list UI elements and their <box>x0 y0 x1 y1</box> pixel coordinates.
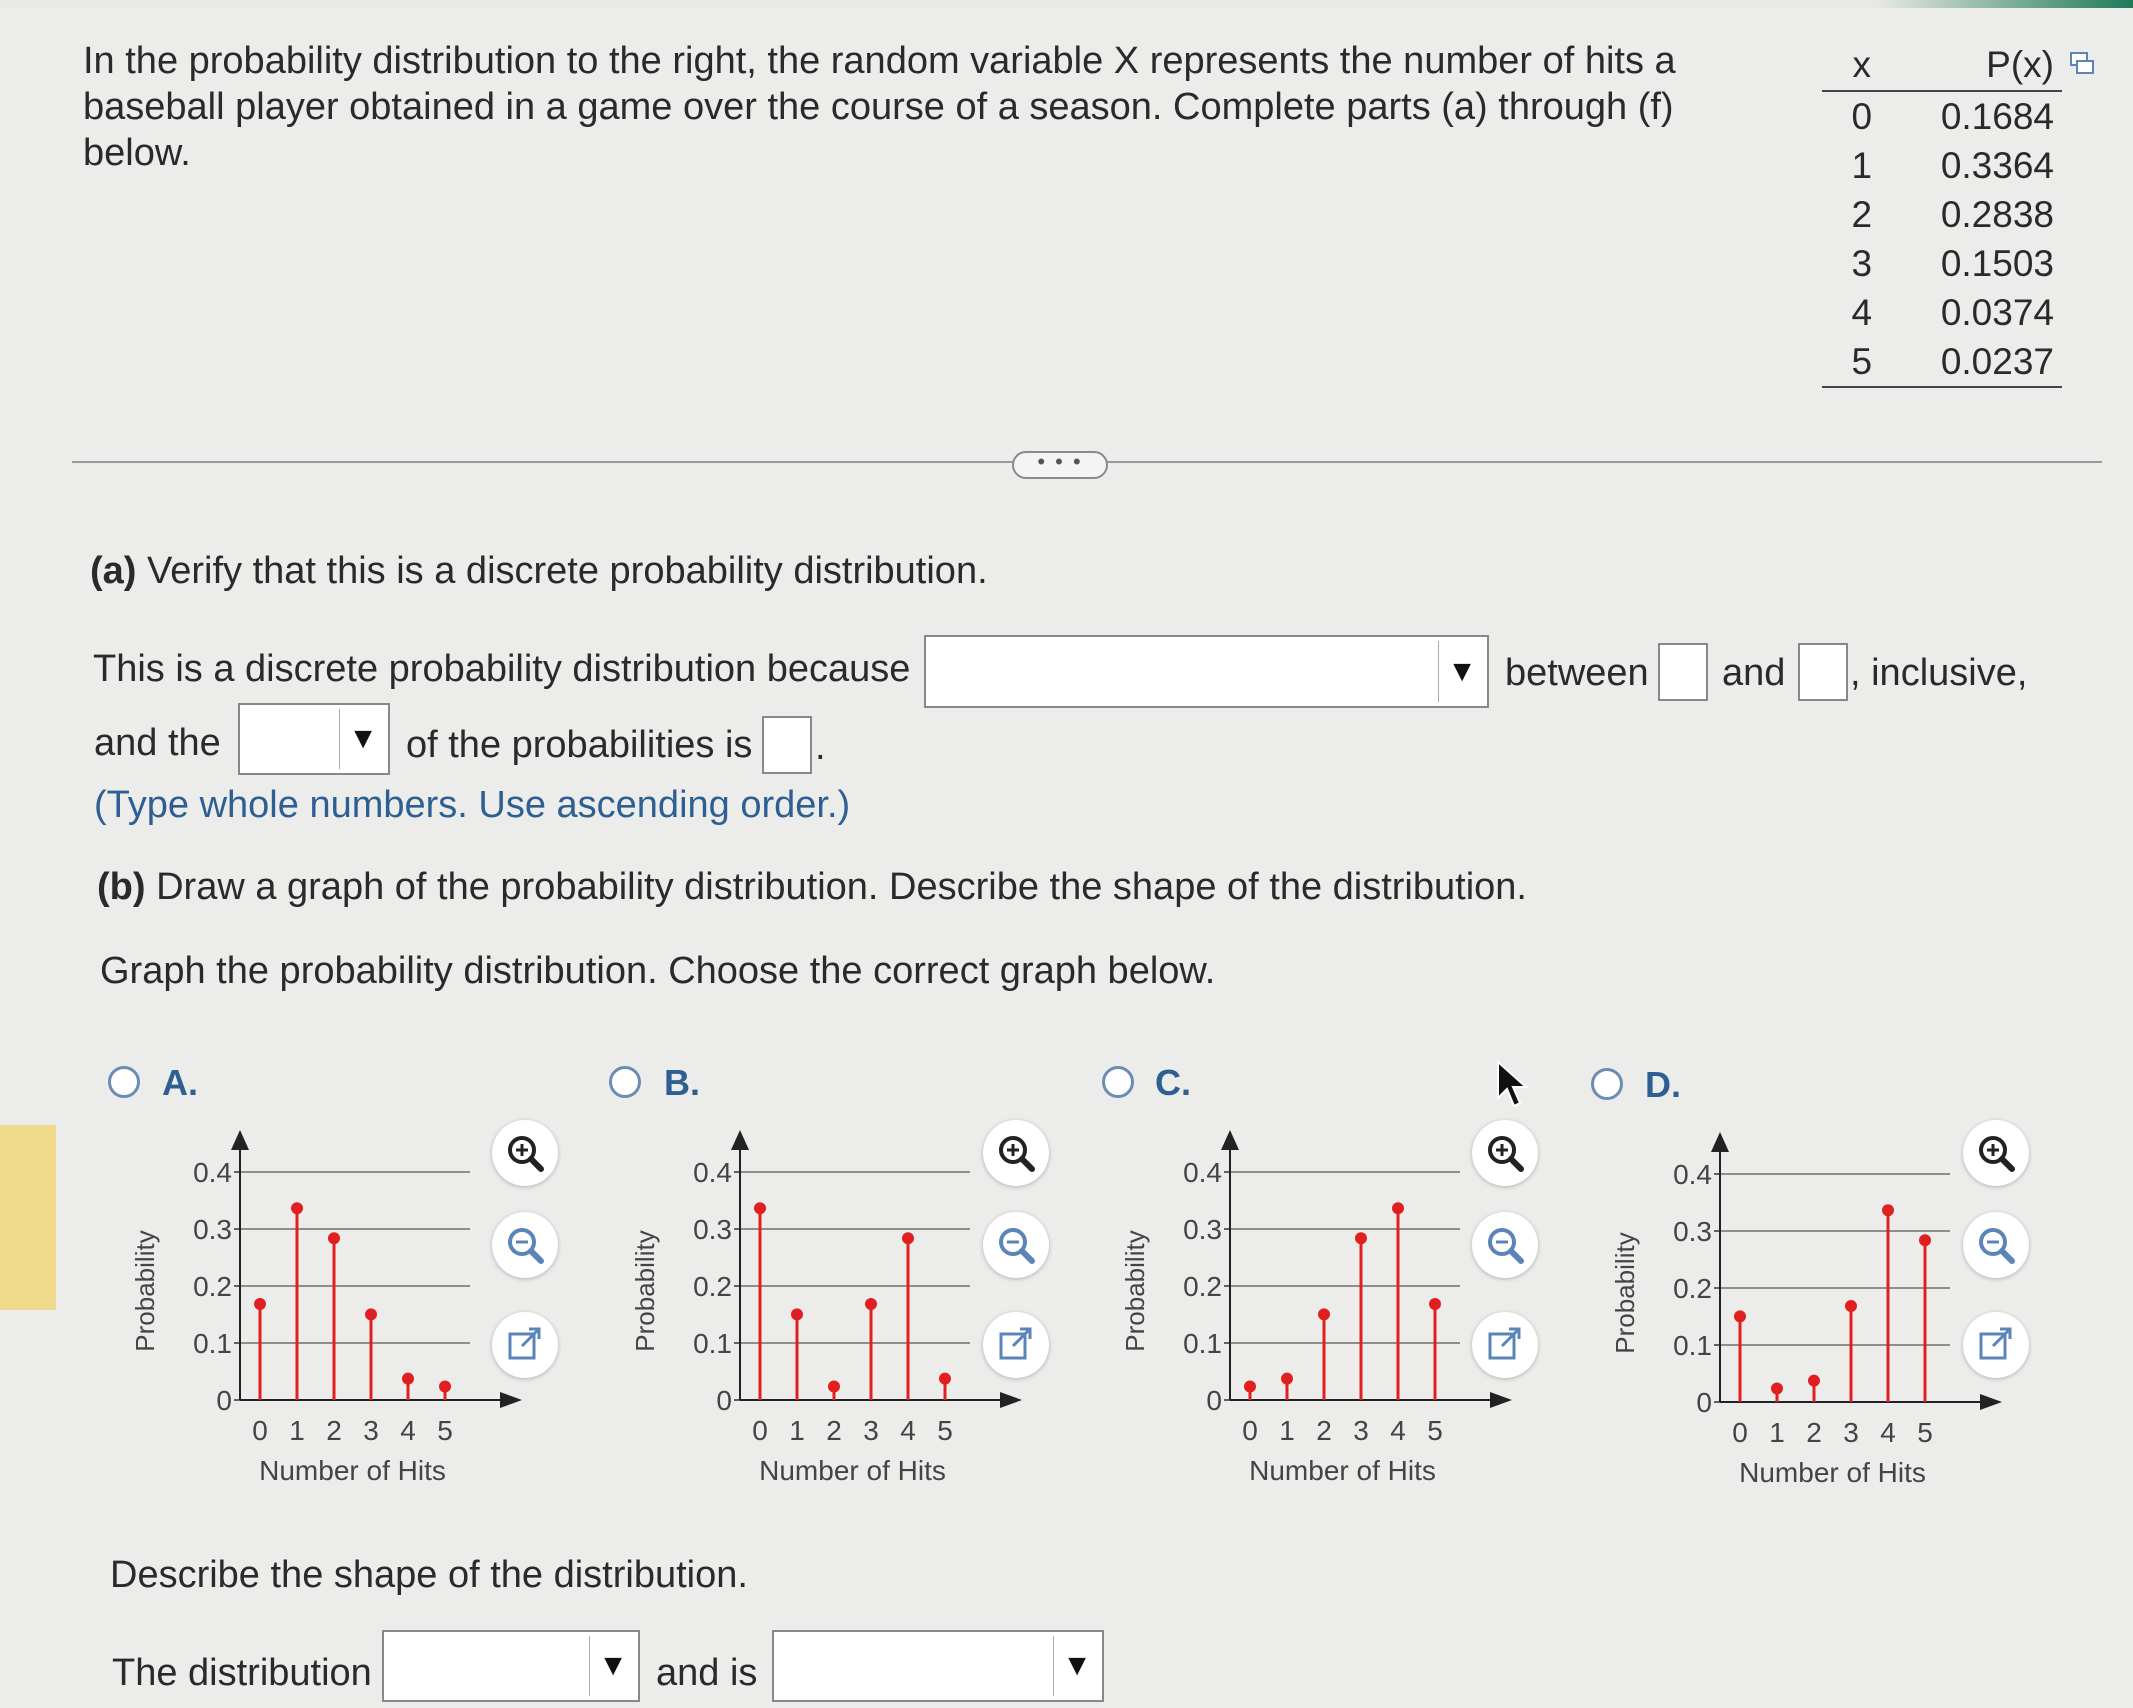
x-tick-label: 2 <box>326 1415 342 1446</box>
table-cell-x: 4 <box>1851 291 1873 333</box>
x-tick-label: 3 <box>863 1415 879 1446</box>
stem-point <box>402 1373 414 1385</box>
y-tick-label: 0.3 <box>1673 1216 1712 1247</box>
and-is-label: and is <box>656 1652 758 1694</box>
y-tick-label: 0.4 <box>1673 1159 1712 1190</box>
part-b-question <box>97 864 1527 911</box>
table-cell-x: 3 <box>1851 242 1873 284</box>
sum-dropdown[interactable] <box>238 703 390 775</box>
graph-b-svg <box>620 1120 1030 1490</box>
stem-point <box>791 1308 803 1320</box>
stem-point <box>865 1298 877 1310</box>
period: . <box>815 726 826 768</box>
copy-table-icon[interactable] <box>2070 52 2094 78</box>
stem-point <box>1392 1202 1404 1214</box>
y-tick-label: 0 <box>1206 1385 1222 1416</box>
more-content-button[interactable]: • • • <box>1012 451 1108 479</box>
y-tick-label: 0.1 <box>1673 1330 1712 1361</box>
table-cell-x: 0 <box>1851 95 1873 137</box>
between-label: between <box>1505 652 1649 694</box>
part-b-label: (b) <box>97 866 146 908</box>
stem-point <box>291 1202 303 1214</box>
zoom-in-icon <box>996 1133 1036 1173</box>
zoom-in-button[interactable] <box>1963 1120 2029 1186</box>
x-tick-label: 4 <box>900 1415 916 1446</box>
part-a-question-text: Verify that this is a discrete probability distribution. <box>147 550 988 592</box>
table-row <box>1822 337 2062 387</box>
x-axis-label: Number of Hits <box>1249 1455 1436 1486</box>
option-d-label: D. <box>1645 1064 1681 1105</box>
zoom-out-icon <box>996 1225 1036 1265</box>
stem-point <box>1919 1234 1931 1246</box>
stem-point <box>439 1380 451 1392</box>
stem-point <box>1244 1380 1256 1392</box>
y-axis-arrow <box>731 1130 749 1150</box>
and-label: and <box>1722 652 1786 694</box>
y-axis-label: Probability <box>130 1230 160 1352</box>
y-axis-arrow <box>1221 1130 1239 1150</box>
stem-point <box>828 1380 840 1392</box>
y-tick-label: 0.1 <box>193 1328 232 1359</box>
dropdown-separator <box>1053 1636 1054 1696</box>
x-tick-label: 3 <box>1353 1415 1369 1446</box>
zoom-out-icon <box>1976 1225 2016 1265</box>
zoom-in-button[interactable] <box>1472 1120 1538 1186</box>
x-tick-label: 0 <box>1732 1417 1748 1448</box>
stem-point <box>1429 1298 1441 1310</box>
popout-button[interactable] <box>1472 1312 1538 1378</box>
option-d-radio[interactable] <box>1591 1068 1623 1100</box>
x-tick-label: 1 <box>289 1415 305 1446</box>
x-tick-label: 1 <box>1279 1415 1295 1446</box>
table-cell-x: 5 <box>1822 337 1901 387</box>
stem-point <box>1318 1308 1330 1320</box>
y-tick-label: 0.3 <box>193 1214 232 1245</box>
option-c-radio[interactable] <box>1102 1066 1134 1098</box>
popout-button[interactable] <box>492 1312 558 1378</box>
x-tick-label: 2 <box>1316 1415 1332 1446</box>
bottom-answer-row <box>0 1620 2133 1708</box>
graph-a-svg <box>120 1120 530 1490</box>
zoom-out-button[interactable] <box>983 1212 1049 1278</box>
x-axis-arrow <box>500 1392 522 1408</box>
zoom-in-icon <box>1485 1133 1525 1173</box>
x-tick-label: 1 <box>789 1415 805 1446</box>
table-cell-p: 0.0374 <box>1940 291 2054 333</box>
graph-d-svg <box>1600 1122 2010 1492</box>
dropdown-separator <box>1438 641 1439 702</box>
sum-value-input[interactable] <box>762 716 812 774</box>
zoom-out-button[interactable] <box>1472 1212 1538 1278</box>
x-tick-label: 3 <box>1843 1417 1859 1448</box>
popout-icon <box>1485 1325 1525 1365</box>
table-row <box>1822 288 2062 337</box>
y-axis-label: Probability <box>1120 1230 1150 1352</box>
zoom-out-button[interactable] <box>1963 1212 2029 1278</box>
popout-icon <box>505 1325 545 1365</box>
stem-point <box>1882 1204 1894 1216</box>
stem-point <box>1845 1300 1857 1312</box>
table-header-x: x <box>1822 40 1901 91</box>
part-b-question-text: Draw a graph of the probability distribution. Describe the shape of the distribution. <box>156 866 1527 908</box>
table-cell-x: 1 <box>1851 144 1873 186</box>
table-header-px: P(x) <box>1901 40 2062 91</box>
y-axis-arrow <box>231 1130 249 1150</box>
stem-point <box>1808 1375 1820 1387</box>
part-a-line1-prefix: This is a discrete probability distribution because <box>93 648 911 690</box>
stem-point <box>328 1232 340 1244</box>
table-cell-p: 0.0237 <box>1901 337 2062 387</box>
inclusive-label: , inclusive, <box>1850 652 2028 694</box>
part-a-question <box>90 548 988 595</box>
stem-point <box>902 1232 914 1244</box>
x-axis-label: Number of Hits <box>759 1455 946 1486</box>
y-axis-label: Probability <box>1610 1232 1640 1354</box>
mouse-cursor-icon <box>1496 1060 1530 1110</box>
top-bar <box>0 0 2133 8</box>
dropdown-arrow-icon: ▼ <box>1062 1649 1092 1682</box>
option-a-label: A. <box>162 1062 198 1103</box>
zoom-out-icon <box>505 1225 545 1265</box>
skew-dropdown[interactable] <box>772 1630 1104 1702</box>
y-tick-label: 0.1 <box>1183 1328 1222 1359</box>
range-upper-input[interactable] <box>1798 643 1848 701</box>
popout-icon <box>1976 1325 2016 1365</box>
distribution-prefix: The distribution <box>112 1652 372 1694</box>
zoom-in-icon <box>1976 1133 2016 1173</box>
graph-c-svg <box>1110 1120 1520 1490</box>
range-lower-input[interactable] <box>1658 643 1708 701</box>
y-axis-label: Probability <box>630 1230 660 1352</box>
y-tick-label: 0.4 <box>1183 1157 1222 1188</box>
table-cell-p: 0.1684 <box>1940 95 2054 137</box>
x-tick-label: 4 <box>400 1415 416 1446</box>
x-tick-label: 5 <box>1427 1415 1443 1446</box>
zoom-out-button[interactable] <box>492 1212 558 1278</box>
dropdown-arrow-icon: ▼ <box>1447 654 1477 688</box>
y-tick-label: 0.1 <box>693 1328 732 1359</box>
stem-point <box>754 1202 766 1214</box>
popout-button[interactable] <box>983 1312 1049 1378</box>
y-tick-label: 0.2 <box>1673 1273 1712 1304</box>
y-tick-label: 0.2 <box>193 1271 232 1302</box>
part-a-label: (a) <box>90 550 137 592</box>
shape-dropdown[interactable] <box>382 1630 640 1702</box>
table-cell-x: 2 <box>1851 193 1873 235</box>
part-b-instruction: Graph the probability distribution. Choose the correct graph below. <box>100 950 1216 992</box>
table-cell-p: 0.1503 <box>1940 242 2054 284</box>
table-cell-p: 0.3364 <box>1940 144 2054 186</box>
table-row <box>1822 91 2062 141</box>
option-b-label: B. <box>664 1062 700 1103</box>
x-tick-label: 1 <box>1769 1417 1785 1448</box>
left-accent-strip <box>0 1125 56 1310</box>
x-tick-label: 3 <box>363 1415 379 1446</box>
option-a-radio[interactable] <box>108 1066 140 1098</box>
y-tick-label: 0.2 <box>1183 1271 1222 1302</box>
stem-point <box>939 1373 951 1385</box>
dropdown-separator <box>589 1636 590 1696</box>
x-axis-label: Number of Hits <box>259 1455 446 1486</box>
table-row <box>1822 190 2062 239</box>
graph-option-a <box>120 1120 530 1490</box>
x-axis-arrow <box>1000 1392 1022 1408</box>
zoom-in-button[interactable] <box>983 1120 1049 1186</box>
part-a-line2-prefix: and the <box>94 722 221 764</box>
y-tick-label: 0 <box>716 1385 732 1416</box>
x-tick-label: 2 <box>1806 1417 1822 1448</box>
y-tick-label: 0.2 <box>693 1271 732 1302</box>
graph-option-b <box>620 1120 1030 1490</box>
graph-option-d <box>1600 1122 2010 1492</box>
part-a-hint: (Type whole numbers. Use ascending order.) <box>94 784 851 826</box>
x-axis-arrow <box>1980 1394 2002 1410</box>
y-tick-label: 0 <box>216 1385 232 1416</box>
part-a-line2-middle: of the probabilities is <box>406 724 753 766</box>
x-tick-label: 5 <box>437 1415 453 1446</box>
stem-point <box>1355 1232 1367 1244</box>
x-tick-label: 0 <box>1242 1415 1258 1446</box>
problem-intro: In the probability distribution to the right, the random variable X represents the number of hits a baseball player obtained in a game over the course of a season. Complete parts (a) through (f) below. <box>83 40 1676 174</box>
x-axis-label: Number of Hits <box>1739 1457 1926 1488</box>
x-tick-label: 2 <box>826 1415 842 1446</box>
y-tick-label: 0.3 <box>1183 1214 1222 1245</box>
zoom-in-icon <box>505 1133 545 1173</box>
dropdown-separator <box>339 709 340 769</box>
probability-table <box>1822 40 2062 388</box>
dropdown-arrow-icon: ▼ <box>348 722 378 755</box>
x-tick-label: 0 <box>252 1415 268 1446</box>
stem-point <box>365 1308 377 1320</box>
stem-point <box>254 1298 266 1310</box>
zoom-out-icon <box>1485 1225 1525 1265</box>
y-tick-label: 0.4 <box>693 1157 732 1188</box>
stem-point <box>1281 1373 1293 1385</box>
x-tick-label: 4 <box>1390 1415 1406 1446</box>
option-c-label: C. <box>1155 1062 1191 1103</box>
graph-option-c <box>1110 1120 1520 1490</box>
x-tick-label: 5 <box>937 1415 953 1446</box>
y-tick-label: 0.4 <box>193 1157 232 1188</box>
popout-icon <box>996 1325 1036 1365</box>
x-tick-label: 4 <box>1880 1417 1896 1448</box>
table-row <box>1822 239 2062 288</box>
reason-dropdown[interactable] <box>924 635 1489 708</box>
dropdown-arrow-icon: ▼ <box>598 1649 628 1682</box>
x-tick-label: 0 <box>752 1415 768 1446</box>
x-axis-arrow <box>1490 1392 1512 1408</box>
popout-button[interactable] <box>1963 1312 2029 1378</box>
stem-point <box>1734 1310 1746 1322</box>
x-tick-label: 5 <box>1917 1417 1933 1448</box>
y-tick-label: 0.3 <box>693 1214 732 1245</box>
table-cell-p: 0.2838 <box>1940 193 2054 235</box>
stem-point <box>1771 1382 1783 1394</box>
y-tick-label: 0 <box>1696 1387 1712 1418</box>
y-axis-arrow <box>1711 1132 1729 1152</box>
table-row <box>1822 141 2062 190</box>
zoom-in-button[interactable] <box>492 1120 558 1186</box>
describe-shape-prompt: Describe the shape of the distribution. <box>110 1554 748 1596</box>
option-b-radio[interactable] <box>609 1066 641 1098</box>
